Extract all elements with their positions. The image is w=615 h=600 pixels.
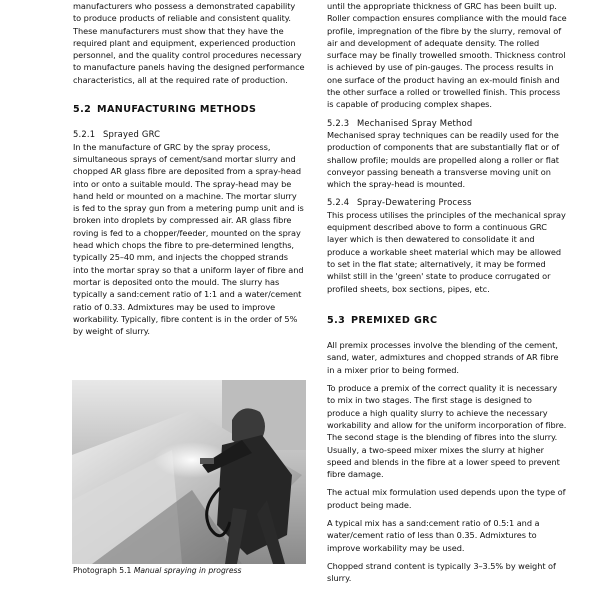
section-number: 5.3 bbox=[327, 314, 346, 326]
right-column bbox=[327, 0, 567, 590]
subsection-number: 5.2.3 bbox=[327, 117, 350, 128]
section-heading-5-2 bbox=[73, 104, 305, 116]
caption-text: Manual spraying in progress bbox=[133, 566, 242, 575]
premix-paragraph: Chopped strand content is typically 3–3.5% by weight of slurry. bbox=[327, 560, 556, 584]
section-number: 5.2 bbox=[73, 104, 92, 116]
section-title: MANUFACTURING METHODS bbox=[97, 104, 257, 116]
photograph-manual-spraying bbox=[72, 380, 306, 564]
premix-paragraph: The actual mix formulation used depends upon the type of product being made. bbox=[327, 487, 566, 510]
sprayed-grc-paragraph: In the manufacture of GRC by the spray process, simultaneous sprays of cement/sand mortar slurry and chopped AR glass fibre are deposited from a spray-head into or onto a suitable mould. The spray-head may be hand held or mounted on a machine. The mortar slurry is fed to the spray gun from a metering pump unit and is broken into droplets by compressed air. AR glass fibre roving is fed to a chopper/feeder, mounted on the spray head which chops the fibre to pre-determined lengths, typically 25–40 mm, and injects the chopped strands into the mortar spray so that a uniform layer of fibre and mortar is deposited onto the mould. The slurry has typically a sand:cement ratio of 1:1 and a water/cement ratio of 0.33. Admixtures may be used to improve workability. Typically, fibre content is in the order of 5% by weight of slurry. bbox=[73, 141, 304, 337]
caption-label: Photograph 5.1 bbox=[73, 566, 132, 575]
section-title: PREMIXED GRC bbox=[351, 314, 438, 326]
subsection-heading-5-2-3 bbox=[327, 117, 567, 129]
mechanised-spray-paragraph: Mechanised spray techniques can be readily used for the production of components that are substantially flat or of shallow profile; moulds are propelled along a roller or flat conveyor passing beneath a transverse moving unit on which the spray-head is mounted. bbox=[327, 129, 560, 190]
subsection-heading-5-2-4 bbox=[327, 196, 567, 208]
premix-paragraph: A typical mix has a sand:cement ratio of 0.5:1 and a water/cement ratio of less than 0.35. Admixtures to improve workability may be used. bbox=[327, 517, 540, 553]
spray-dewatering-paragraph: This process utilises the principles of the mechanical spray equipment described above to form a continuous GRC layer which is then dewatered to consolidate it and produce a workable sheet material which may be allowed to set in the flat state; alternatively, it may be formed whilst still in the 'green' state to produce corrugated or profiled sheets, box sections, pipes, etc. bbox=[327, 209, 566, 294]
left-column bbox=[73, 0, 305, 343]
premix-paragraph: All premix processes involve the blending of the cement, sand, water, admixtures and chopped strands of AR fibre in a mixer prior to being formed. bbox=[327, 340, 559, 375]
subsection-number: 5.2.4 bbox=[327, 197, 350, 208]
intro-paragraph: manufacturers who possess a demonstrated capability to produce products of reliable and consistent quality. These manufacturers must show that they have the required plant and equipment, experienced production personnel, and the quality control procedures necessary to manufacture panels having the designed performance characteristics, all at the required rate of production. bbox=[73, 1, 305, 85]
photo-caption bbox=[73, 565, 241, 577]
section-heading-5-3 bbox=[327, 315, 567, 327]
continued-paragraph: until the appropriate thickness of GRC has been built up. Roller compaction ensures compliance with the mould face profile, impregnation of the fibre by the slurry, removal of air and development of adequate density. The rolled surface may be finally trowelled smooth. Thickness control is achieved by use of pin-gauges. The process results in one surface of the product having an ex-mould finish and the other surface a rolled or trowelled finish. This process is capable of producing complex shapes. bbox=[327, 1, 567, 110]
subsection-title: Sprayed GRC bbox=[103, 129, 161, 140]
subsection-heading-5-2-1 bbox=[73, 128, 305, 140]
premix-paragraph: To produce a premix of the correct quality it is necessary to mix in two stages. The first stage is designed to produce a high quality slurry to achieve the necessary workability and allow for the uniform incorporation of fibre. The second stage is the blending of fibres into the slurry. Usually, a two-speed mixer mixes the slurry at higher speed and blends in the fibre at a lower speed to prevent fibre damage. bbox=[327, 383, 567, 480]
subsection-number: 5.2.1 bbox=[73, 129, 96, 140]
subsection-title: Mechanised Spray Method bbox=[357, 117, 473, 128]
spraying-photo-image bbox=[72, 380, 306, 564]
subsection-title: Spray-Dewatering Process bbox=[357, 197, 472, 208]
